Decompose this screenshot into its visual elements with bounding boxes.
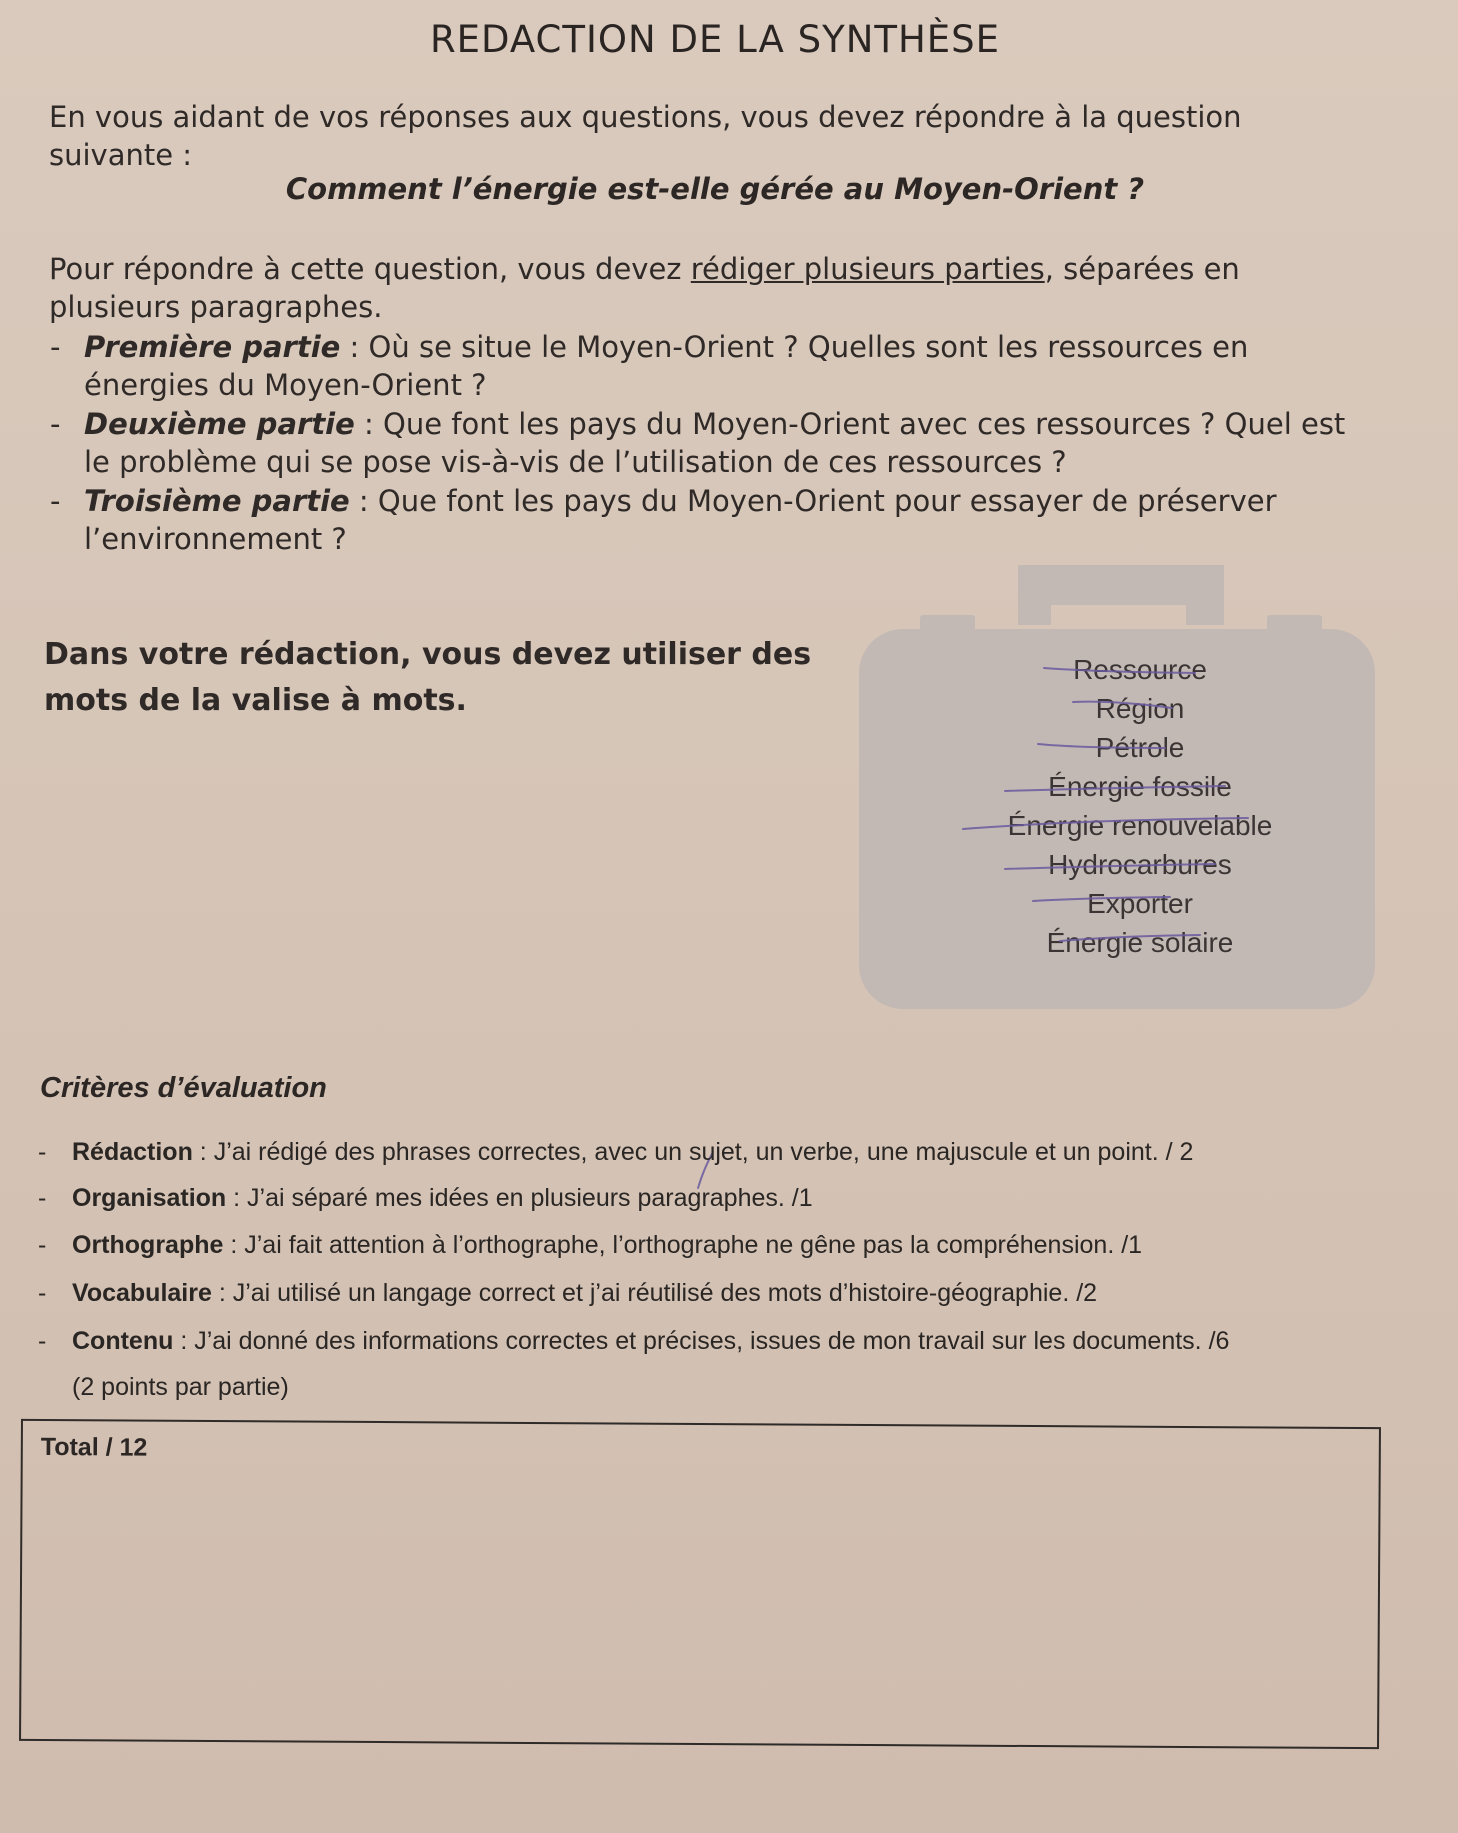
suitcase-word: Exporter: [1087, 888, 1193, 919]
instructions-text: [49, 250, 1289, 326]
part-2-label: Deuxième partie: [84, 407, 355, 441]
part-3: [50, 482, 1354, 558]
criterion-dash: -: [38, 1327, 47, 1355]
instructions-underlined: rédiger plusieurs parties: [690, 252, 1045, 286]
criterion-label: Contenu: [72, 1327, 174, 1355]
part-2-text: : Que font les pays du Moyen-Orient avec ces ressources ? Quel est le problème qui se pose vis-à-vis de l’utilisation de ces ressources ?: [84, 407, 1346, 479]
intro-text: En vous aidant de vos réponses aux questions, vous devez répondre à la question suivante :: [49, 100, 1242, 172]
criterion-label: Organisation: [72, 1184, 227, 1212]
total-label: Total / 12: [40, 1432, 148, 1462]
criteria-note: (2 points par partie): [72, 1373, 289, 1401]
suitcase-instruction: Dans votre rédaction, vous devez utiliser des mots de la valise à mots.: [44, 637, 812, 718]
suitcase-word: Pétrole: [1095, 732, 1185, 763]
part-1-text: : Où se situe le Moyen-Orient ? Quelles sont les ressources en énergies du Moyen-Orient ?: [84, 330, 1249, 402]
criterion-label: Orthographe: [72, 1231, 224, 1259]
criterion-text: : J’ai séparé mes idées en plusieurs paragraphes. /1: [226, 1184, 813, 1212]
part-1-label: Première partie: [84, 330, 341, 364]
suitcase-word-list: [860, 650, 1420, 962]
part-3-dash: -: [50, 484, 61, 518]
suitcase-word: Énergie fossile: [1048, 771, 1232, 802]
criterion-dash: -: [38, 1184, 47, 1212]
criterion-organisation: [38, 1184, 1372, 1213]
criterion-text: : J’ai utilisé un langage correct et j’ai réutilisé des mots d’histoire-géographie. /2: [211, 1279, 1098, 1307]
instructions-before: Pour répondre à cette question, vous devez: [49, 252, 691, 286]
criterion-text: : J’ai rédigé des phrases correctes, avec un sujet, un verbe, une majuscule et un point. / 2: [192, 1138, 1194, 1166]
criterion-dash: -: [38, 1138, 47, 1166]
criterion-label: Rédaction: [72, 1138, 193, 1166]
part-3-label: Troisième partie: [84, 484, 350, 518]
criterion-dash: -: [38, 1279, 47, 1307]
criterion-dash: -: [38, 1231, 47, 1259]
suitcase-word: Énergie solaire: [1046, 927, 1234, 958]
criterion-redaction: [38, 1138, 1372, 1167]
main-question: Comment l’énergie est-elle gérée au Moyen-Orient ?: [285, 172, 1145, 206]
criterion-contenu: [38, 1327, 1392, 1356]
criterion-label: Vocabulaire: [72, 1279, 212, 1307]
criteria-title: Critères d’évaluation: [40, 1072, 327, 1104]
part-2: [50, 405, 1374, 481]
criterion-vocabulaire: [38, 1279, 1372, 1308]
suitcase-word: Énergie renouvelable: [1007, 810, 1273, 841]
part-1-dash: -: [50, 330, 61, 364]
suitcase-word: Région: [1095, 693, 1185, 724]
criterion-orthographe: [38, 1231, 1372, 1260]
instructions-after: , séparées en plusieurs paragraphes.: [49, 252, 1240, 324]
suitcase-word: Ressource: [1073, 654, 1207, 685]
part-2-dash: -: [50, 407, 61, 441]
suitcase-word: Hydrocarbures: [1048, 849, 1232, 880]
page-title: REDACTION DE LA SYNTHÈSE: [429, 18, 1001, 61]
criterion-text: : J’ai fait attention à l’orthographe, l’orthographe ne gêne pas la compréhension. /1: [223, 1231, 1143, 1259]
total-box: [19, 1419, 1381, 1749]
part-3-text: : Que font les pays du Moyen-Orient pour essayer de préserver l’environnement ?: [84, 484, 1277, 556]
criterion-text: : J’ai donné des informations correctes et précises, issues de mon travail sur les documents. /6: [173, 1327, 1230, 1355]
part-1: [50, 328, 1354, 404]
